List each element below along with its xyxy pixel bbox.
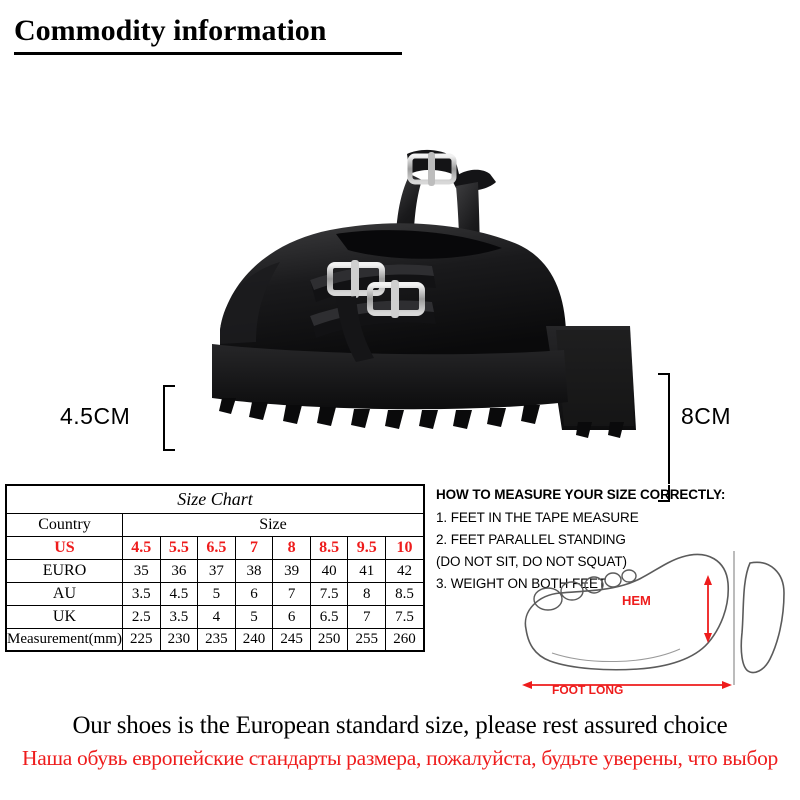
table-row — [6, 537, 424, 560]
shoe-image — [160, 130, 680, 460]
cell: 3.5 — [160, 606, 198, 629]
size-chart-table — [5, 484, 425, 652]
cell: 5 — [198, 583, 236, 606]
cell: 7 — [273, 583, 311, 606]
measure-step-1: 1. FEET IN THE TAPE MEASURE — [436, 510, 639, 525]
cell: 250 — [310, 629, 348, 652]
cell: 255 — [348, 629, 386, 652]
table-row — [6, 583, 424, 606]
table-row — [6, 560, 424, 583]
table-row — [6, 606, 424, 629]
table-row — [6, 629, 424, 652]
cell: 225 — [122, 629, 160, 652]
cell: 2.5 — [122, 606, 160, 629]
cell: 7 — [348, 606, 386, 629]
platform-height-label: 4.5CM — [60, 403, 131, 429]
size-chart-title-row — [6, 485, 424, 514]
header-size: Size — [122, 514, 424, 537]
cell: 40 — [310, 560, 348, 583]
cell: 36 — [160, 560, 198, 583]
cell: 8.5 — [386, 583, 424, 606]
cell: 37 — [198, 560, 236, 583]
product-photo-area — [0, 55, 800, 455]
page-header — [0, 0, 800, 50]
cell: 5 — [235, 606, 273, 629]
row-label-uk: UK — [6, 606, 122, 629]
cell: 230 — [160, 629, 198, 652]
footer — [0, 712, 800, 771]
cell: 235 — [198, 629, 236, 652]
cell: 7.5 — [310, 583, 348, 606]
header-country: Country — [6, 514, 122, 537]
cell: 3.5 — [122, 583, 160, 606]
cell: 9.5 — [348, 537, 386, 560]
cell: 6 — [235, 583, 273, 606]
cell: 4 — [198, 606, 236, 629]
measure-step-3: 3. WEIGHT ON BOTH FEET — [436, 576, 607, 591]
cell: 7 — [235, 537, 273, 560]
info-tables — [5, 484, 795, 697]
cell: 245 — [273, 629, 311, 652]
measure-step-2-note: (DO NOT SIT, DO NOT SQUAT) — [436, 554, 627, 569]
cell: 5.5 — [160, 537, 198, 560]
size-chart-header-row — [6, 514, 424, 537]
heel-height-bracket — [658, 373, 670, 502]
cell: 4.5 — [160, 583, 198, 606]
measure-heading: HOW TO MEASURE YOUR SIZE CORRECTLY: — [436, 487, 726, 502]
cell: 6.5 — [310, 606, 348, 629]
measure-instructions-panel — [433, 484, 795, 697]
cell: 6.5 — [198, 537, 236, 560]
footer-text-ru: Наша обувь европейские стандарты размера, пожалуйста, будьте уверены, что выбор — [22, 746, 778, 770]
row-label-au: AU — [6, 583, 122, 606]
cell: 42 — [386, 560, 424, 583]
cell: 240 — [235, 629, 273, 652]
page-title: Commodity information — [14, 14, 327, 47]
row-label-euro: EURO — [6, 560, 122, 583]
row-label-measurement: Measurement(mm) — [6, 629, 122, 652]
cell: 35 — [122, 560, 160, 583]
measure-step-2: 2. FEET PARALLEL STANDING — [436, 532, 626, 547]
cell: 10 — [386, 537, 424, 560]
cell: 41 — [348, 560, 386, 583]
cell: 260 — [386, 629, 424, 652]
cell: 39 — [273, 560, 311, 583]
cell: 4.5 — [122, 537, 160, 560]
size-chart-title: Size Chart — [6, 485, 424, 514]
foot-diagram-icon — [512, 533, 796, 703]
cell: 8.5 — [310, 537, 348, 560]
cell: 8 — [273, 537, 311, 560]
cell: 38 — [235, 560, 273, 583]
row-label-us: US — [6, 537, 122, 560]
hem-label: HEM — [622, 593, 651, 608]
cell: 6 — [273, 606, 311, 629]
footer-text-en: Our shoes is the European standard size, please rest assured choice — [72, 712, 728, 739]
cell: 7.5 — [386, 606, 424, 629]
heel-height-label: 8CM — [681, 403, 732, 429]
platform-height-bracket — [163, 385, 175, 451]
cell: 8 — [348, 583, 386, 606]
foot-long-label: FOOT LONG — [552, 683, 624, 697]
